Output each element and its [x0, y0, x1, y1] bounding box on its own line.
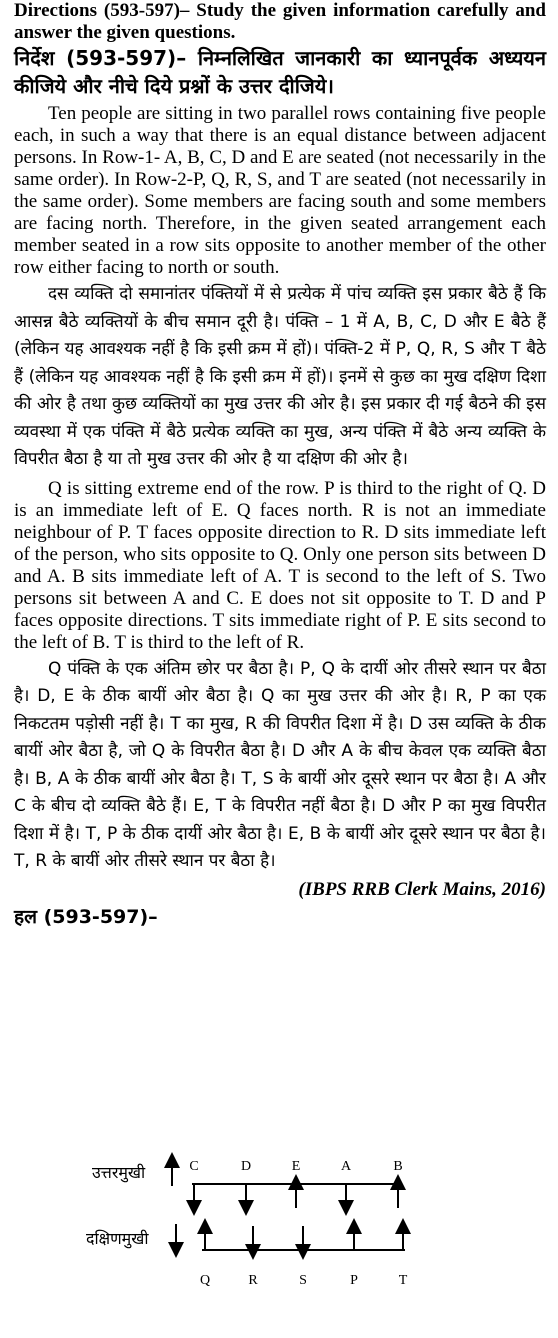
paragraph-setup-english: Ten people are sitting in two parallel rows containing five people each, in such a way that there is an equal distance between adjacent persons. In Row-1- A, B, C, D and E are seated (not necessarily in the same order). In Row-2-P, Q, R, S, and T are seated (not necessarily in the same order). Some members are facing south and some members are facing north. Therefore, in the given seated arrangement each member seated in a row sits opposite to another member of the other row either facing to north or south.: [14, 103, 546, 278]
question-page: [14, 0, 546, 930]
row2-person-p: P: [350, 1273, 358, 1288]
directions-english: Directions (593-597)– Study the given information carefully and answer the given questions.: [14, 0, 546, 43]
row2-person-q: Q: [199, 1273, 211, 1288]
row2-person-s: S: [299, 1273, 307, 1288]
row2-persons: [200, 1226, 408, 1288]
row2-person-r: R: [248, 1273, 258, 1288]
row2-label: दक्षिणमुखी: [86, 1229, 149, 1248]
paragraph-clues-english: Q is sitting extreme end of the row. P is third to the right of Q. D is an immediate left of E. Q faces north. R is not an immediate neighbour of P. T faces opposite direction to R. D sits immediate left of the person, who sits opposite to Q. Only one person sits between D and A. B sits immediate left of A. T is second to the left of S. Two persons sit between A and C. E does not sit opposite to T. D and P faces opposite directions. T sits immediate right of P. E sits second to the left of B. T is third to the left of R.: [14, 477, 546, 653]
row1-person-c: C: [189, 1159, 199, 1174]
seating-diagram: [0, 1148, 558, 1328]
row1-label: उत्तरमुखी: [92, 1163, 146, 1182]
row1-person-e: E: [291, 1159, 301, 1174]
row2-person-t: T: [398, 1273, 408, 1288]
row1-person-b: B: [393, 1159, 403, 1174]
exam-source: (IBPS RRB Clerk Mains, 2016): [298, 878, 546, 900]
paragraph-clues-hindi: Q पंक्ति के एक अंतिम छोर पर बैठा है। P, Q के दायीं ओर तीसरे स्थान पर बैठा है। D, E के ठीक बायीं ओर बैठा है। Q का मुख उत्तर की ओर है। R, P का एक निकटतम पड़ोसी नहीं है। T का मुख, R की विपरीत दिशा में है। D उस व्यक्ति के ठीक बायीं ओर बैठा है, जो Q के विपरीत बैठा है। D और A के बीच केवल एक व्यक्ति बैठा है। B, A के ठीक बायीं ओर बैठा है। T, S के बायीं ओर दूसरे स्थान पर बैठा है। A और C के बीच दो व्यक्ति बैठे हैं। E, T के विपरीत नहीं बैठा है। D और P का मुख विपरीत दिशा में है। T, P के ठीक दायीं ओर बैठा है। E, B के बायीं ओर दूसरे स्थान पर बैठा है। T, R के बायीं ओर तीसरे स्थान पर बैठा है।: [14, 658, 546, 871]
row1-person-a: A: [340, 1159, 352, 1174]
row1-person-d: D: [240, 1159, 252, 1174]
paragraph-setup-hindi: दस व्यक्ति दो समानांतर पंक्तियों में से प्रत्येक में पांच व्यक्ति इस प्रकार बैठे हैं कि आसन्न बैठे व्यक्तियों के बीच समान दूरी है। पंक्ति – 1 में A, B, C, D और E बैठे हैं (लेकिन यह आवश्यक नहीं है कि इसी क्रम में हों)। पंक्ति-2 में P, Q, R, S और T बैठे हैं (लेकिन यह आवश्यक नहीं है कि इसी क्रम में हों)। इनमें से कुछ का मुख दक्षिण दिशा की ओर है तथा कुछ व्यक्तियों का मुख उत्तर की ओर है। इस प्रकार दी गई बैठने की इस व्यवस्था में एक पंक्ति में बैठे प्रत्येक व्यक्ति का मुख, अन्य पंक्ति में बैठे अन्य व्यक्ति के विपरीत बैठा है या तो मुख उत्तर की ओर है या दक्षिण की ओर है।: [14, 284, 546, 469]
solution-title: हल (593-597)–: [14, 905, 158, 928]
directions-hindi: निर्देश (593-597)– निम्नलिखित जानकारी का ध्यानपूर्वक अध्ययन कीजिये और नीचे दिये प्रश्नों के उत्तर दीजिये।: [14, 46, 546, 98]
